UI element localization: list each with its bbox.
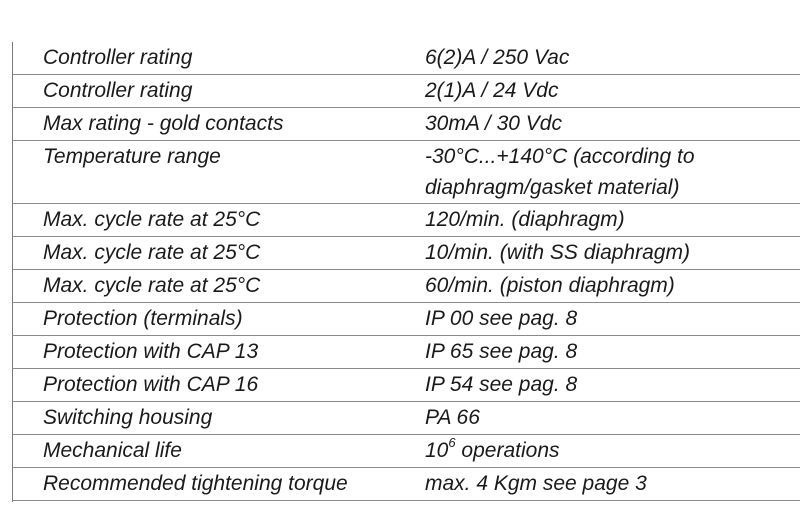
param-value-exponent xyxy=(413,435,800,468)
param-label: Max. cycle rate at 25°C xyxy=(43,208,261,231)
param-value: IP 54 see pag. 8 xyxy=(425,373,578,396)
table-row xyxy=(12,402,800,435)
param-value: 10/min. (with SS diaphragm) xyxy=(425,241,690,264)
table-row xyxy=(12,270,800,303)
table-row xyxy=(12,204,800,237)
param-value: max. 4 Kgm see page 3 xyxy=(425,472,647,495)
param-value-multiline xyxy=(413,141,800,204)
param-label: Protection (terminals) xyxy=(43,307,243,330)
param-label: Max. cycle rate at 25°C xyxy=(43,241,261,264)
param-value: IP 65 see pag. 8 xyxy=(425,340,578,363)
param-value: 60/min. (piston diaphragm) xyxy=(425,274,675,297)
param-label: Max rating - gold contacts xyxy=(43,112,284,135)
param-label: Protection with CAP 13 xyxy=(43,340,259,363)
param-label: Mechanical life xyxy=(43,439,182,462)
param-value: 6(2)A / 250 Vac xyxy=(425,46,570,69)
table-row xyxy=(12,336,800,369)
value-exponent: 6 xyxy=(448,435,456,450)
table-row xyxy=(12,435,800,468)
param-label: Temperature range xyxy=(43,145,221,168)
specifications-table xyxy=(12,42,800,501)
param-value-line-2: diaphragm/gasket material) xyxy=(425,176,680,199)
param-value: 2(1)A / 24 Vdc xyxy=(425,79,559,102)
param-label: Protection with CAP 16 xyxy=(43,373,259,396)
table-row xyxy=(12,468,800,501)
param-label: Controller rating xyxy=(43,79,193,102)
param-label: Controller rating xyxy=(43,46,193,69)
table-row xyxy=(12,369,800,402)
table-row xyxy=(12,108,800,141)
param-label: Max. cycle rate at 25°C xyxy=(43,274,261,297)
param-value-line-1: -30°C...+140°C (according to xyxy=(425,145,695,168)
param-label: Recommended tightening torque xyxy=(43,472,348,495)
table-row xyxy=(12,42,800,75)
value-base: 10 xyxy=(425,439,449,462)
table-row xyxy=(12,303,800,336)
table-row xyxy=(12,141,800,204)
param-value: IP 00 see pag. 8 xyxy=(425,307,578,330)
value-unit: operations xyxy=(455,439,560,462)
table-row xyxy=(12,237,800,270)
param-label: Switching housing xyxy=(43,406,213,429)
param-value: 120/min. (diaphragm) xyxy=(425,208,625,231)
param-value: 30mA / 30 Vdc xyxy=(425,112,562,135)
table-row xyxy=(12,75,800,108)
param-value: PA 66 xyxy=(425,406,480,429)
